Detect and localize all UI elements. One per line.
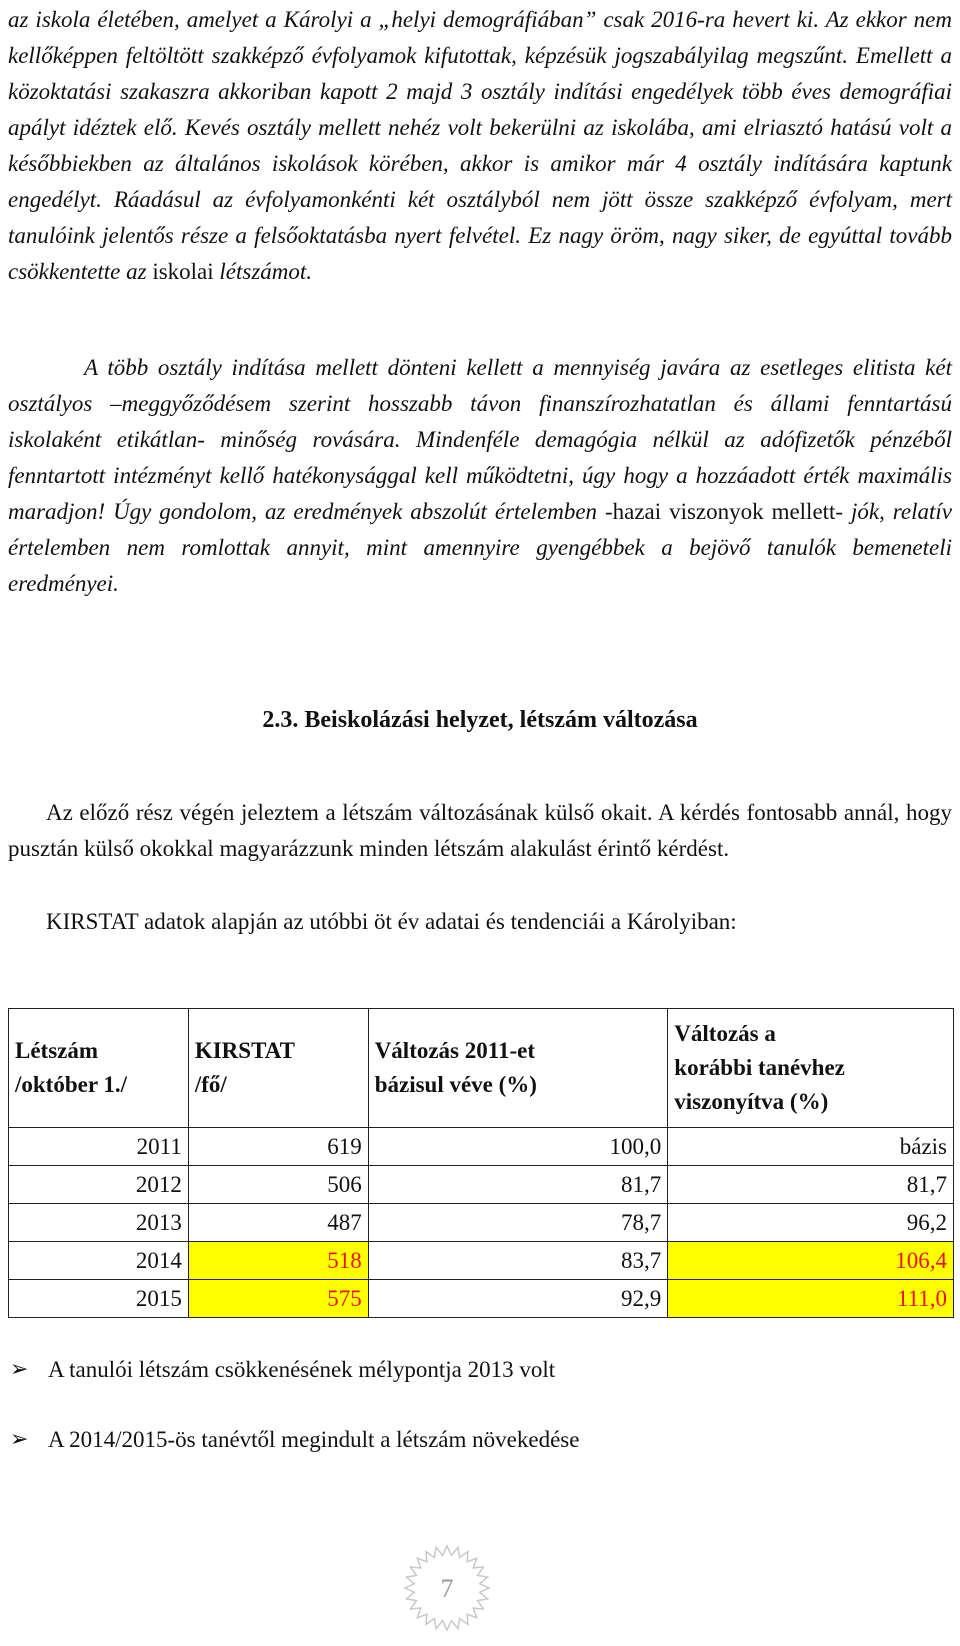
- cell-year: 2014: [9, 1242, 189, 1280]
- cell-count: 487: [188, 1204, 368, 1242]
- header-headcount-line1: Létszám: [15, 1038, 99, 1063]
- paragraph-2-italic-c: jók, relatív értelemben nem romlottak annyit, mint amennyire gyengébbek a bejövő tanulók bemeneteli eredményei.: [8, 499, 952, 596]
- paragraph-1: [8, 2, 952, 290]
- header-prev-change-line1: Változás a: [674, 1021, 776, 1046]
- paragraph-2-upright: -hazai viszonyok mellett-: [604, 499, 844, 524]
- cell-prev-change-highlighted: 106,4: [668, 1242, 954, 1280]
- header-base-change-line2: bázisul véve (%): [374, 1072, 537, 1097]
- cell-year: 2013: [9, 1204, 189, 1242]
- cell-prev-change: 81,7: [668, 1166, 954, 1204]
- cell-base-change: 83,7: [368, 1242, 668, 1280]
- table-row: [9, 1166, 954, 1204]
- starburst-icon: [402, 1543, 492, 1633]
- section-heading: 2.3. Beiskolázási helyzet, létszám változása: [262, 707, 698, 733]
- header-base-change: [368, 1009, 668, 1128]
- paragraph-1-italic: az iskola életében, amelyet a Károlyi a „helyi demográfiában” csak 2016-ra hevert ki. Az ekkor nem kellőképpen feltöltött szakképző évfolyamok kifutottak, képzésük jogszabályilag megszűnt. Emellett a közoktatási szakaszra akkoriban kapott 2 majd 3 osztály indítási engedélyek több éves demográfiai apályt idéztek elő. Kevés osztály mellett nehéz volt bekerülni az iskolába, ami elriasztó hatású volt a későbbiekben az általános iskolások körében, akkor is amikor már 4 osztály indítására kaptunk engedélyt. Ráadásul az évfolyamonkénti két osztályból nem jött össze szakképző évfolyam, mert tanulóink jelentős része a felsőoktatásba nyert felvétel. Ez nagy öröm, nagy siker, de egyúttal tovább csökkentette az: [8, 7, 952, 284]
- paragraph-2: [8, 350, 952, 602]
- cell-year: 2012: [9, 1166, 189, 1204]
- cell-base-change: 92,9: [368, 1280, 668, 1318]
- header-kirstat-line1: KIRSTAT: [194, 1038, 295, 1063]
- table-row: [9, 1280, 954, 1318]
- paragraph-1-upright: iskolai: [152, 259, 214, 284]
- cell-year: 2011: [9, 1128, 189, 1166]
- table-row: [9, 1242, 954, 1280]
- header-headcount-line2: /október 1./: [15, 1072, 128, 1097]
- cell-base-change: 100,0: [368, 1128, 668, 1166]
- bullet-list: [8, 1352, 952, 1458]
- header-base-change-line1: Változás 2011-et: [374, 1038, 536, 1063]
- enrollment-table: [8, 1008, 954, 1318]
- paragraph-2-italic-a: A több osztály indítása mellett dönteni kellett a mennyiség javára az esetleges elitista két osztályos –meggyőződésem szerint hosszabb távon finanszírozhatatlan és állami fenntartású iskolaként etikátlan- minőség rovására. Mindenféle demagógia nélkül az adófizetők pénzéből fenntartott intézményt kellő hatékonysággal kell működtetni, úgy hogy a hozzáadott érték maximális maradjon!: [8, 355, 952, 524]
- header-headcount: [9, 1009, 189, 1128]
- cell-prev-change: 96,2: [668, 1204, 954, 1242]
- cell-count: 619: [188, 1128, 368, 1166]
- header-prev-change-line3: viszonyítva (%): [674, 1089, 829, 1114]
- paragraph-1-end: létszámot.: [219, 259, 313, 284]
- cell-count: 506: [188, 1166, 368, 1204]
- cell-prev-change: bázis: [668, 1128, 954, 1166]
- cell-count-highlighted: 575: [188, 1280, 368, 1318]
- cell-base-change: 78,7: [368, 1204, 668, 1242]
- table-row: [9, 1204, 954, 1242]
- table-header-row: [9, 1009, 954, 1128]
- paragraph-3: Az előző rész végén jeleztem a létszám változásának külső okait. A kérdés fontosabb annál, hogy pusztán külső okokkal magyarázzunk minden létszám alakulást érintő kérdést.: [8, 800, 952, 861]
- header-prev-change-line2: korábbi tanévhez: [674, 1055, 845, 1080]
- list-item: [8, 1352, 952, 1388]
- header-kirstat-line2: /fő/: [194, 1072, 227, 1097]
- cell-year: 2015: [9, 1280, 189, 1318]
- arrowhead-bullet-icon: ➢: [10, 1427, 29, 1452]
- paragraph-4: KIRSTAT adatok alapján az utóbbi öt év adatai és tendenciái a Károlyiban:: [46, 909, 737, 934]
- bullet-text: A tanulói létszám csökkenésének mélypontja 2013 volt: [48, 1357, 556, 1382]
- header-prev-change: [668, 1009, 954, 1128]
- cell-prev-change-highlighted: 111,0: [668, 1280, 954, 1318]
- cell-base-change: 81,7: [368, 1166, 668, 1204]
- header-kirstat: [188, 1009, 368, 1128]
- paragraph-2-italic-b: Úgy gondolom, az eredmények abszolút értelemben: [113, 499, 598, 524]
- arrowhead-bullet-icon: ➢: [10, 1357, 29, 1382]
- list-item: [8, 1422, 952, 1458]
- page-number-badge: [402, 1543, 492, 1633]
- page-number: 7: [440, 1574, 454, 1603]
- cell-count-highlighted: 518: [188, 1242, 368, 1280]
- bullet-text: A 2014/2015-ös tanévtől megindult a létszám növekedése: [48, 1427, 580, 1452]
- table-row: [9, 1128, 954, 1166]
